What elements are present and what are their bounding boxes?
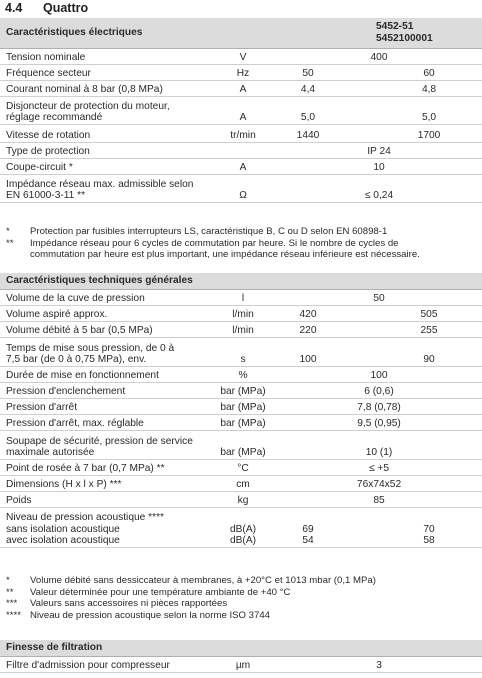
row-unit: Ω (210, 174, 276, 202)
electrical-table (0, 18, 482, 203)
footnote (0, 610, 482, 622)
row-value-model-2: 505 (376, 305, 482, 321)
row-unit: l/min (210, 305, 276, 321)
row-label-line: Niveau de pression acoustique **** (6, 512, 165, 523)
table-row (0, 289, 482, 305)
row-label (0, 64, 210, 80)
table-row (0, 174, 482, 202)
row-label-line: Pression d'enclenchement (6, 386, 126, 397)
row-unit-line (210, 512, 276, 524)
row-value-model-2: 255 (376, 321, 482, 337)
row-unit: µm (210, 656, 276, 672)
row-unit (210, 142, 276, 158)
row-value-model-1: 420 (276, 305, 340, 321)
row-unit-line: dB(A) (229, 523, 257, 535)
row-value-model-2: 90 (376, 337, 482, 366)
row-label (0, 656, 210, 672)
row-label-line: Poids (6, 495, 32, 506)
footnote-text: Niveau de pression acoustique selon la norme ISO 3744 (30, 609, 270, 621)
row-spacer (340, 96, 376, 124)
row-label-line: Soupape de sécurité, pression de service (6, 435, 193, 447)
row-label-line: Courant nominal à 8 bar (0,8 MPa) (6, 84, 163, 95)
row-label (0, 158, 210, 174)
row-spacer (340, 124, 376, 142)
row-label (0, 398, 210, 414)
row-spacer (340, 305, 376, 321)
row-label-line: Temps de mise sous pression, de 0 à (6, 342, 175, 354)
row-label-line: 7,5 bar (de 0 à 0,75 MPa), env. (6, 354, 147, 365)
row-unit: bar (MPa) (210, 398, 276, 414)
row-label (0, 430, 210, 459)
table-row (0, 321, 482, 337)
row-label (0, 96, 210, 124)
row-label-line: Filtre d'admission pour compresseur (6, 660, 170, 671)
row-unit: bar (MPa) (210, 414, 276, 430)
row-value-model-2: 60 (376, 64, 482, 80)
row-value-line (376, 512, 482, 524)
row-unit: l/min (210, 321, 276, 337)
row-label (0, 80, 210, 96)
row-label-line: Pression d'arrêt (6, 402, 78, 413)
row-unit: A (210, 80, 276, 96)
row-label-line: sans isolation acoustique (6, 523, 120, 535)
row-value-line: 69 (302, 523, 314, 535)
electrical-notes (0, 226, 482, 261)
row-value: ≤ 0,24 (276, 174, 482, 202)
footnote-mark: ** (6, 237, 14, 249)
table-row (0, 366, 482, 382)
footnote (0, 226, 482, 238)
footnote (0, 238, 482, 261)
row-value-line: 54 (302, 535, 314, 546)
table-row (0, 80, 482, 96)
table-row (0, 414, 482, 430)
table-row (0, 430, 482, 459)
row-label (0, 459, 210, 475)
row-value: 400 (276, 48, 482, 64)
row-spacer (340, 80, 376, 96)
table-row (0, 337, 482, 366)
row-value-model-1: 220 (276, 321, 340, 337)
row-label-line: Pression d'arrêt, max. réglable (6, 418, 144, 429)
row-value-model-1: 1440 (276, 124, 340, 142)
section-number: 4.4 (5, 1, 23, 15)
footnote-mark: * (6, 226, 10, 237)
row-label-line: réglage recommandé (6, 112, 103, 123)
technical-table (0, 273, 482, 548)
footnote-mark: *** (6, 598, 18, 610)
row-label (0, 142, 210, 158)
row-value: 50 (276, 289, 482, 305)
table-row (0, 507, 482, 547)
row-value-model-1: 5,0 (276, 96, 340, 124)
row-unit (210, 507, 276, 547)
footnote (0, 587, 482, 599)
row-unit: kg (210, 491, 276, 507)
section-title: Quattro (43, 1, 89, 15)
row-value: 76x74x52 (276, 475, 482, 491)
table-row (0, 48, 482, 64)
row-spacer (340, 64, 376, 80)
row-unit: V (210, 48, 276, 64)
row-label-line: Dimensions (H x l x P) *** (6, 479, 122, 490)
footnote (0, 575, 482, 587)
row-label (0, 321, 210, 337)
row-label-line: Vitesse de rotation (6, 130, 91, 141)
row-spacer (340, 321, 376, 337)
row-value-model-1: 4,4 (276, 80, 340, 96)
row-label (0, 174, 210, 202)
row-label (0, 366, 210, 382)
row-unit: s (210, 337, 276, 366)
table-header-label: Caractéristiques électriques (0, 18, 340, 48)
footnote (0, 598, 482, 610)
footnote-text: Valeur déterminée pour une température ambiante de +40 °C (30, 586, 291, 598)
table-row (0, 491, 482, 507)
row-unit-line: dB(A) (229, 535, 257, 546)
row-label (0, 305, 210, 321)
row-value-model-1 (276, 507, 340, 547)
row-label (0, 414, 210, 430)
row-label-line: Type de protection (6, 146, 90, 157)
row-unit: °C (210, 459, 276, 475)
table-row (0, 398, 482, 414)
footnote-mark: * (6, 575, 10, 586)
row-label-line: Tension nominale (6, 52, 86, 63)
footnote-text: Protection par fusibles interrupteurs LS, caractéristique B, C ou D selon EN 60898-1 (30, 226, 388, 237)
row-value-line: 58 (423, 535, 435, 546)
row-unit: cm (210, 475, 276, 491)
filtration-table (0, 640, 482, 673)
row-value-line (276, 512, 340, 524)
technical-notes (0, 575, 482, 621)
row-label-line: Coupe-circuit * (6, 162, 73, 173)
table-header-models (340, 18, 482, 48)
row-value-model-2: 1700 (376, 124, 482, 142)
row-label-line: Disjoncteur de protection du moteur, (6, 100, 170, 112)
table-row (0, 656, 482, 672)
row-label (0, 475, 210, 491)
row-label-line: maximale autorisée (6, 447, 95, 458)
row-label-line: avec isolation acoustique (6, 535, 120, 546)
row-label-line: Impédance réseau max. admissible selon (6, 178, 194, 190)
table-header-row (0, 273, 482, 289)
row-unit: A (210, 158, 276, 174)
row-unit: bar (MPa) (210, 382, 276, 398)
row-label-line: Volume aspiré approx. (6, 309, 108, 320)
table-row (0, 382, 482, 398)
row-unit: A (210, 96, 276, 124)
row-label (0, 337, 210, 366)
row-label-line: Durée de mise en fonctionnement (6, 370, 159, 381)
row-value: 3 (276, 656, 482, 672)
table-row (0, 64, 482, 80)
footnote-text: Impédance réseau pour 6 cycles de commutation par heure. Si le nombre de cycles de (30, 237, 399, 249)
table-row (0, 96, 482, 124)
row-value-model-2: 4,8 (376, 80, 482, 96)
footnote-mark: **** (6, 609, 21, 621)
table-row (0, 124, 482, 142)
footnote-text: Volume débité sans dessiccateur à membranes, à +20°C et 1013 mbar (0,1 MPa) (30, 575, 376, 586)
row-unit: % (210, 366, 276, 382)
row-value: 100 (276, 366, 482, 382)
row-label-line: Volume débité à 5 bar (0,5 MPa) (6, 325, 153, 336)
row-label (0, 289, 210, 305)
footnote-mark: ** (6, 586, 14, 598)
row-label-line: Fréquence secteur (6, 68, 91, 79)
table-row (0, 142, 482, 158)
row-label (0, 124, 210, 142)
model-number: 5452-51 (376, 21, 414, 33)
row-label (0, 382, 210, 398)
row-value: 10 (276, 158, 482, 174)
row-label (0, 507, 210, 547)
row-value: ≤ +5 (276, 459, 482, 475)
row-label (0, 491, 210, 507)
table-row (0, 158, 482, 174)
row-spacer (340, 507, 376, 547)
row-value-model-2: 5,0 (376, 96, 482, 124)
footnote-text: commutation par heure est plus important, une impédance réseau inférieure est nécessaire. (30, 249, 420, 261)
row-unit: Hz (210, 64, 276, 80)
row-value-line: 70 (423, 523, 435, 535)
footnote-text: Valeurs sans accessoires ni pièces rapportées (30, 598, 228, 610)
table-header-label: Caractéristiques techniques générales (0, 273, 482, 289)
row-unit: tr/min (210, 124, 276, 142)
row-value: IP 24 (276, 142, 482, 158)
table-row (0, 475, 482, 491)
row-value-model-1: 100 (276, 337, 340, 366)
table-row (0, 305, 482, 321)
row-value: 7,8 (0,78) (276, 398, 482, 414)
row-value: 6 (0,6) (276, 382, 482, 398)
row-value: 10 (1) (276, 430, 482, 459)
table-header-row (0, 18, 482, 48)
row-label (0, 48, 210, 64)
row-value: 85 (276, 491, 482, 507)
row-value-model-1: 50 (276, 64, 340, 80)
section-heading (5, 1, 88, 15)
row-value: 9,5 (0,95) (276, 414, 482, 430)
model-article-number: 5452100001 (376, 32, 433, 44)
table-header-row (0, 640, 482, 656)
row-spacer (340, 337, 376, 366)
table-row (0, 459, 482, 475)
row-label-line: Volume de la cuve de pression (6, 293, 145, 304)
row-unit: l (210, 289, 276, 305)
row-label-line: Point de rosée à 7 bar (0,7 MPa) ** (6, 463, 165, 474)
table-header-label: Finesse de filtration (0, 640, 482, 656)
row-unit: bar (MPa) (210, 430, 276, 459)
row-label-line: EN 61000-3-11 ** (6, 190, 86, 201)
row-value-model-2 (376, 507, 482, 547)
